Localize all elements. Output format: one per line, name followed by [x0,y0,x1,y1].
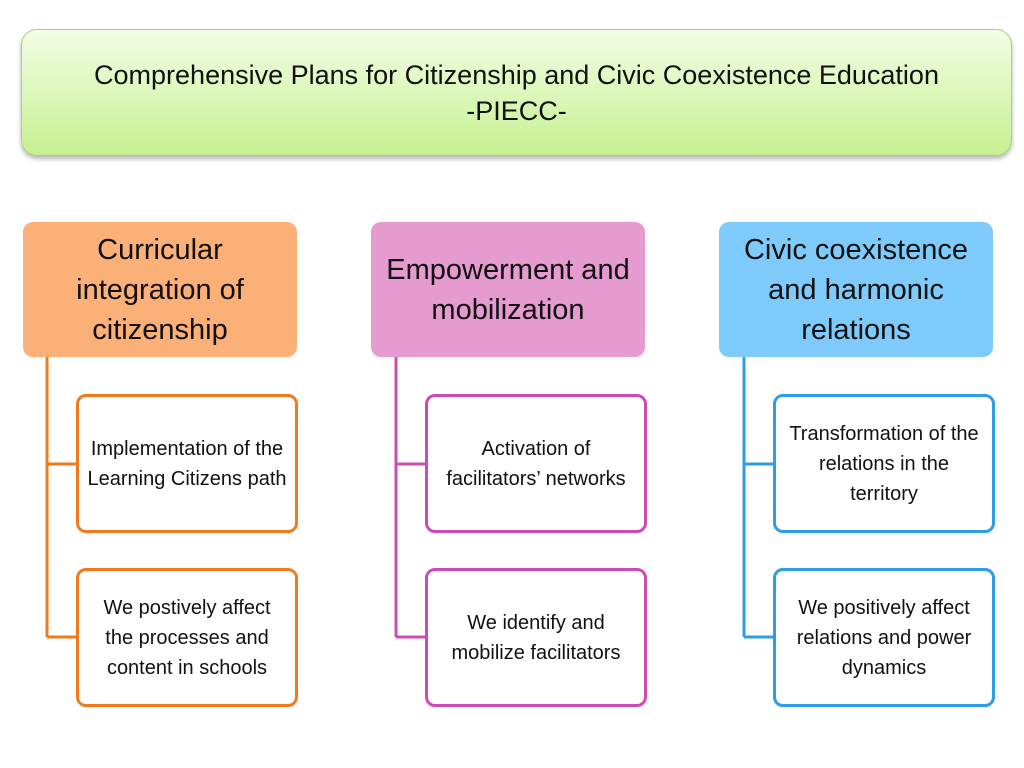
box-processes-content [76,568,298,707]
box-facilitators-networks [425,394,647,533]
box-label: Transformation of the relations in the territory [789,422,979,505]
box-label: We identify and mobilize facilitators [451,611,621,664]
connector-column-2 [396,357,425,637]
box-power-dynamics [773,568,995,707]
box-label: Implementation of the Learning Citizens path [87,437,287,490]
box-label: We postively affect the processes and content in schools [103,596,271,679]
connector-column-1 [47,357,76,637]
box-learning-citizens-path [76,394,298,533]
header-curricular-integration [23,222,297,357]
box-label: We positively affect relations and power dynamics [796,596,972,679]
box-label: Activation of facilitators’ networks [446,437,626,490]
header-empowerment-mobilization [371,222,645,357]
header-label: Curricular integration of citizenship [76,233,244,346]
connector-column-3 [744,357,773,637]
title-line-2: -PIECC- [466,95,567,126]
box-identify-mobilize [425,568,647,707]
title-line-1: Comprehensive Plans for Citizenship and Civic Coexistence Education [94,59,939,90]
header-civic-coexistence [719,222,993,357]
title-banner [21,29,1012,156]
header-label: Civic coexistence and harmonic relations [743,233,969,346]
box-territory-relations [773,394,995,533]
header-label: Empowerment and mobilization [386,253,630,326]
